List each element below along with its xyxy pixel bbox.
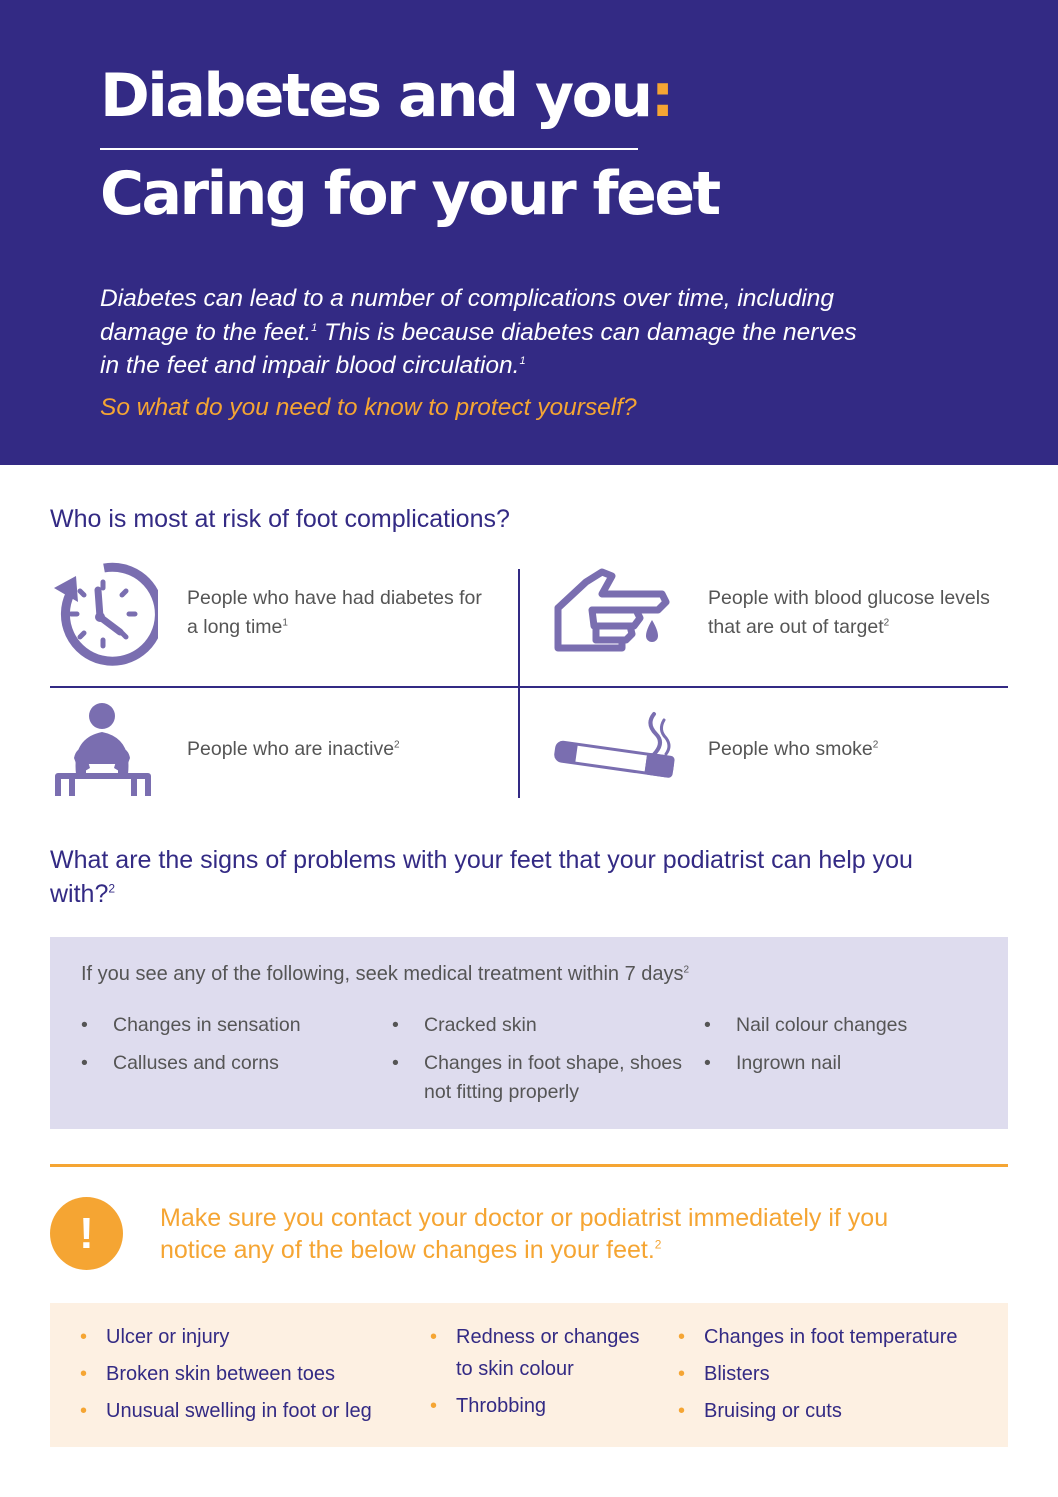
list-item: • Blisters [678,1358,998,1390]
signs-intro: If you see any of the following, seek medical treatment within 7 days$^2$ [81,963,690,985]
risk-item-long-time: People who have had diabetes for a long time$^1$ [187,587,482,638]
list-item: • Changes in foot shape, shoes not fitting properly [392,1049,692,1107]
risk-heading: Who is most at risk of foot complications? [50,505,510,533]
urgent-column-3 [678,1321,998,1432]
list-item: • Changes in foot temperature [678,1321,998,1353]
list-item: • Broken skin between toes [80,1358,420,1390]
section-divider [50,1164,1008,1167]
grid-divider-horizontal [50,686,1008,688]
finger-prick-icon [552,568,674,658]
signs-heading: What are the signs of problems with your feet that your podiatrist can help you with?$^2$ [50,846,913,908]
cigarette-icon [550,710,682,790]
urgent-box [50,1303,1008,1447]
seated-person-icon [54,702,152,798]
urgent-column-2 [430,1321,660,1427]
list-item: • Ulcer or injury [80,1321,420,1353]
grid-divider-vertical-bottom [518,688,520,798]
intro-question: So what do you need to know to protect yourself? [100,394,637,421]
title-divider [100,148,638,150]
risk-item-inactive: People who are inactive$^2$ [187,738,400,760]
grid-divider-vertical-top [518,569,520,686]
alert-icon: ! [50,1197,123,1270]
list-item: • Cracked skin [392,1011,692,1040]
header-banner [0,0,1058,465]
intro-paragraph: Diabetes can lead to a number of complications over time, including damage to the feet.$^1$ This is because diabetes can damage the nerves in the feet and impair blood circulation.$^1$ [100,285,857,379]
list-item: • Bruising or cuts [678,1395,998,1427]
title-colon: : [650,61,673,131]
list-item: • Ingrown nail [704,1049,994,1078]
list-item: • Redness or changes to skin colour [430,1321,660,1385]
risk-item-glucose: People with blood glucose levels that are out of target$^2$ [708,587,990,638]
signs-column-1 [81,1011,371,1087]
title-line-1: Diabetes and you: [100,61,673,131]
urgent-heading: Make sure you contact your doctor or podiatrist immediately if you notice any of the below changes in your feet.$^2$ [160,1204,889,1264]
signs-box [50,937,1008,1129]
list-item: • Unusual swelling in foot or leg [80,1395,420,1427]
risk-item-smoke: People who smoke$^2$ [708,738,879,760]
clock-icon [50,562,158,666]
list-item: • Throbbing [430,1390,660,1422]
list-item: • Nail colour changes [704,1011,994,1040]
urgent-column-1 [80,1321,420,1432]
list-item: • Calluses and corns [81,1049,371,1078]
signs-column-2 [392,1011,692,1116]
signs-column-3 [704,1011,994,1087]
title-line-2: Caring for your feet [100,159,719,229]
list-item: • Changes in sensation [81,1011,371,1040]
